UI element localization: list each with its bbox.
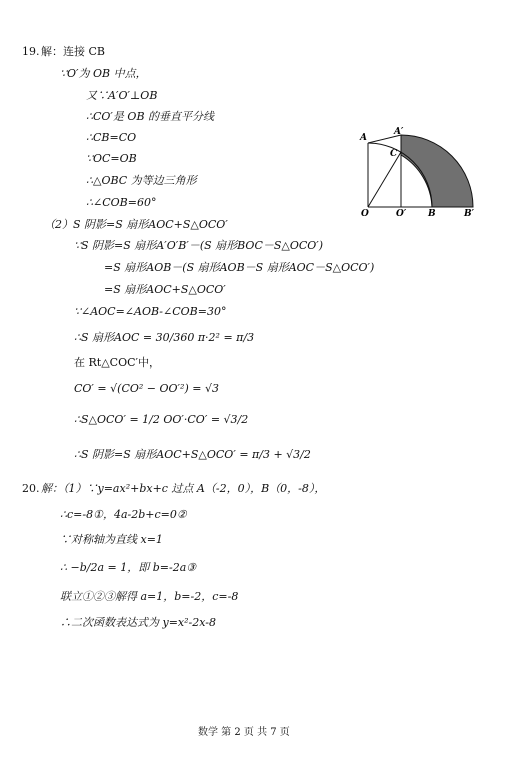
page-footer: 数学 第 2 页 共 7 页 (198, 727, 290, 738)
label-bp: B′ (464, 209, 474, 218)
q20-line-3: ∵对称轴为直线 x=1 (60, 533, 163, 546)
q19-step-7: ∴∠COB=60° (86, 196, 157, 209)
q19-head: 解：连接 CB (41, 45, 105, 58)
q19-part2-line-6: ∴S 扇形AOC = 30/360 π·2² = π/3 (74, 331, 255, 344)
q19-part2-line-2: ∵S 阴影=S 扇形A′O′B′－(S 扇形BOC－S△OCO′) (74, 239, 324, 252)
q19-step-5: ∵OC=OB (86, 152, 137, 165)
label-o: O (361, 209, 369, 218)
label-ap: A′ (394, 127, 404, 137)
q19-step-2: 又∵A′O′⊥OB (86, 89, 158, 102)
q20-line-4: ∴ −b/2a = 1，即 b=-2a③ (60, 561, 197, 574)
q19-part2-line-1: （2）S 阴影=S 扇形AOC+S△OCO′ (44, 218, 228, 231)
q19-part2-line-3: =S 扇形AOB－(S 扇形AOB－S 扇形AOC－S△OCO′) (104, 261, 375, 274)
q20-label: 20. (22, 482, 40, 495)
q20-line-2: ∴c=-8①，4a-2b+c=0② (60, 508, 187, 521)
shaded-region (401, 135, 473, 207)
geometry-figure (352, 126, 492, 218)
q20-line-6: ∴二次函数表达式为 y=x²-2x-8 (60, 616, 216, 629)
q20-line-1: 解：（1）∵y=ax²+bx+c 过点 A（-2，0），B（0，-8）， (41, 482, 326, 495)
label-b: B (428, 209, 436, 218)
q20-line-5: 联立①②③解得 a=1，b=-2，c=-8 (60, 590, 239, 603)
label-c: C (390, 149, 398, 159)
q19-step-6: ∴△OBC 为等边三角形 (86, 174, 197, 187)
q19-label: 19. (22, 45, 40, 58)
q19-step-4: ∴CB=CO (86, 131, 137, 144)
segment-oc (368, 152, 401, 207)
q19-step-3: ∴CO′是 OB 的垂直平分线 (86, 110, 215, 123)
q19-part2-line-5: ∵∠AOC=∠AOB-∠COB=30° (74, 305, 227, 318)
q19-step-1: ∵O′为 OB 中点， (60, 67, 147, 80)
label-op: O′ (396, 209, 407, 218)
q19-part2-line-9: ∴S△OCO′ = 1/2 OO′·CO′ = √3/2 (74, 413, 249, 426)
q19-part2-line-8: CO′ = √(CO² − OO′²) = √3 (74, 382, 219, 395)
label-a: A (360, 133, 367, 143)
q19-part2-line-7: 在 Rt△COC′中， (74, 356, 161, 369)
q19-part2-line-10: ∴S 阴影=S 扇形AOC+S△OCO′ = π/3 + √3/2 (74, 448, 311, 461)
q19-part2-line-4: =S 扇形AOC+S△OCO′ (104, 283, 226, 296)
